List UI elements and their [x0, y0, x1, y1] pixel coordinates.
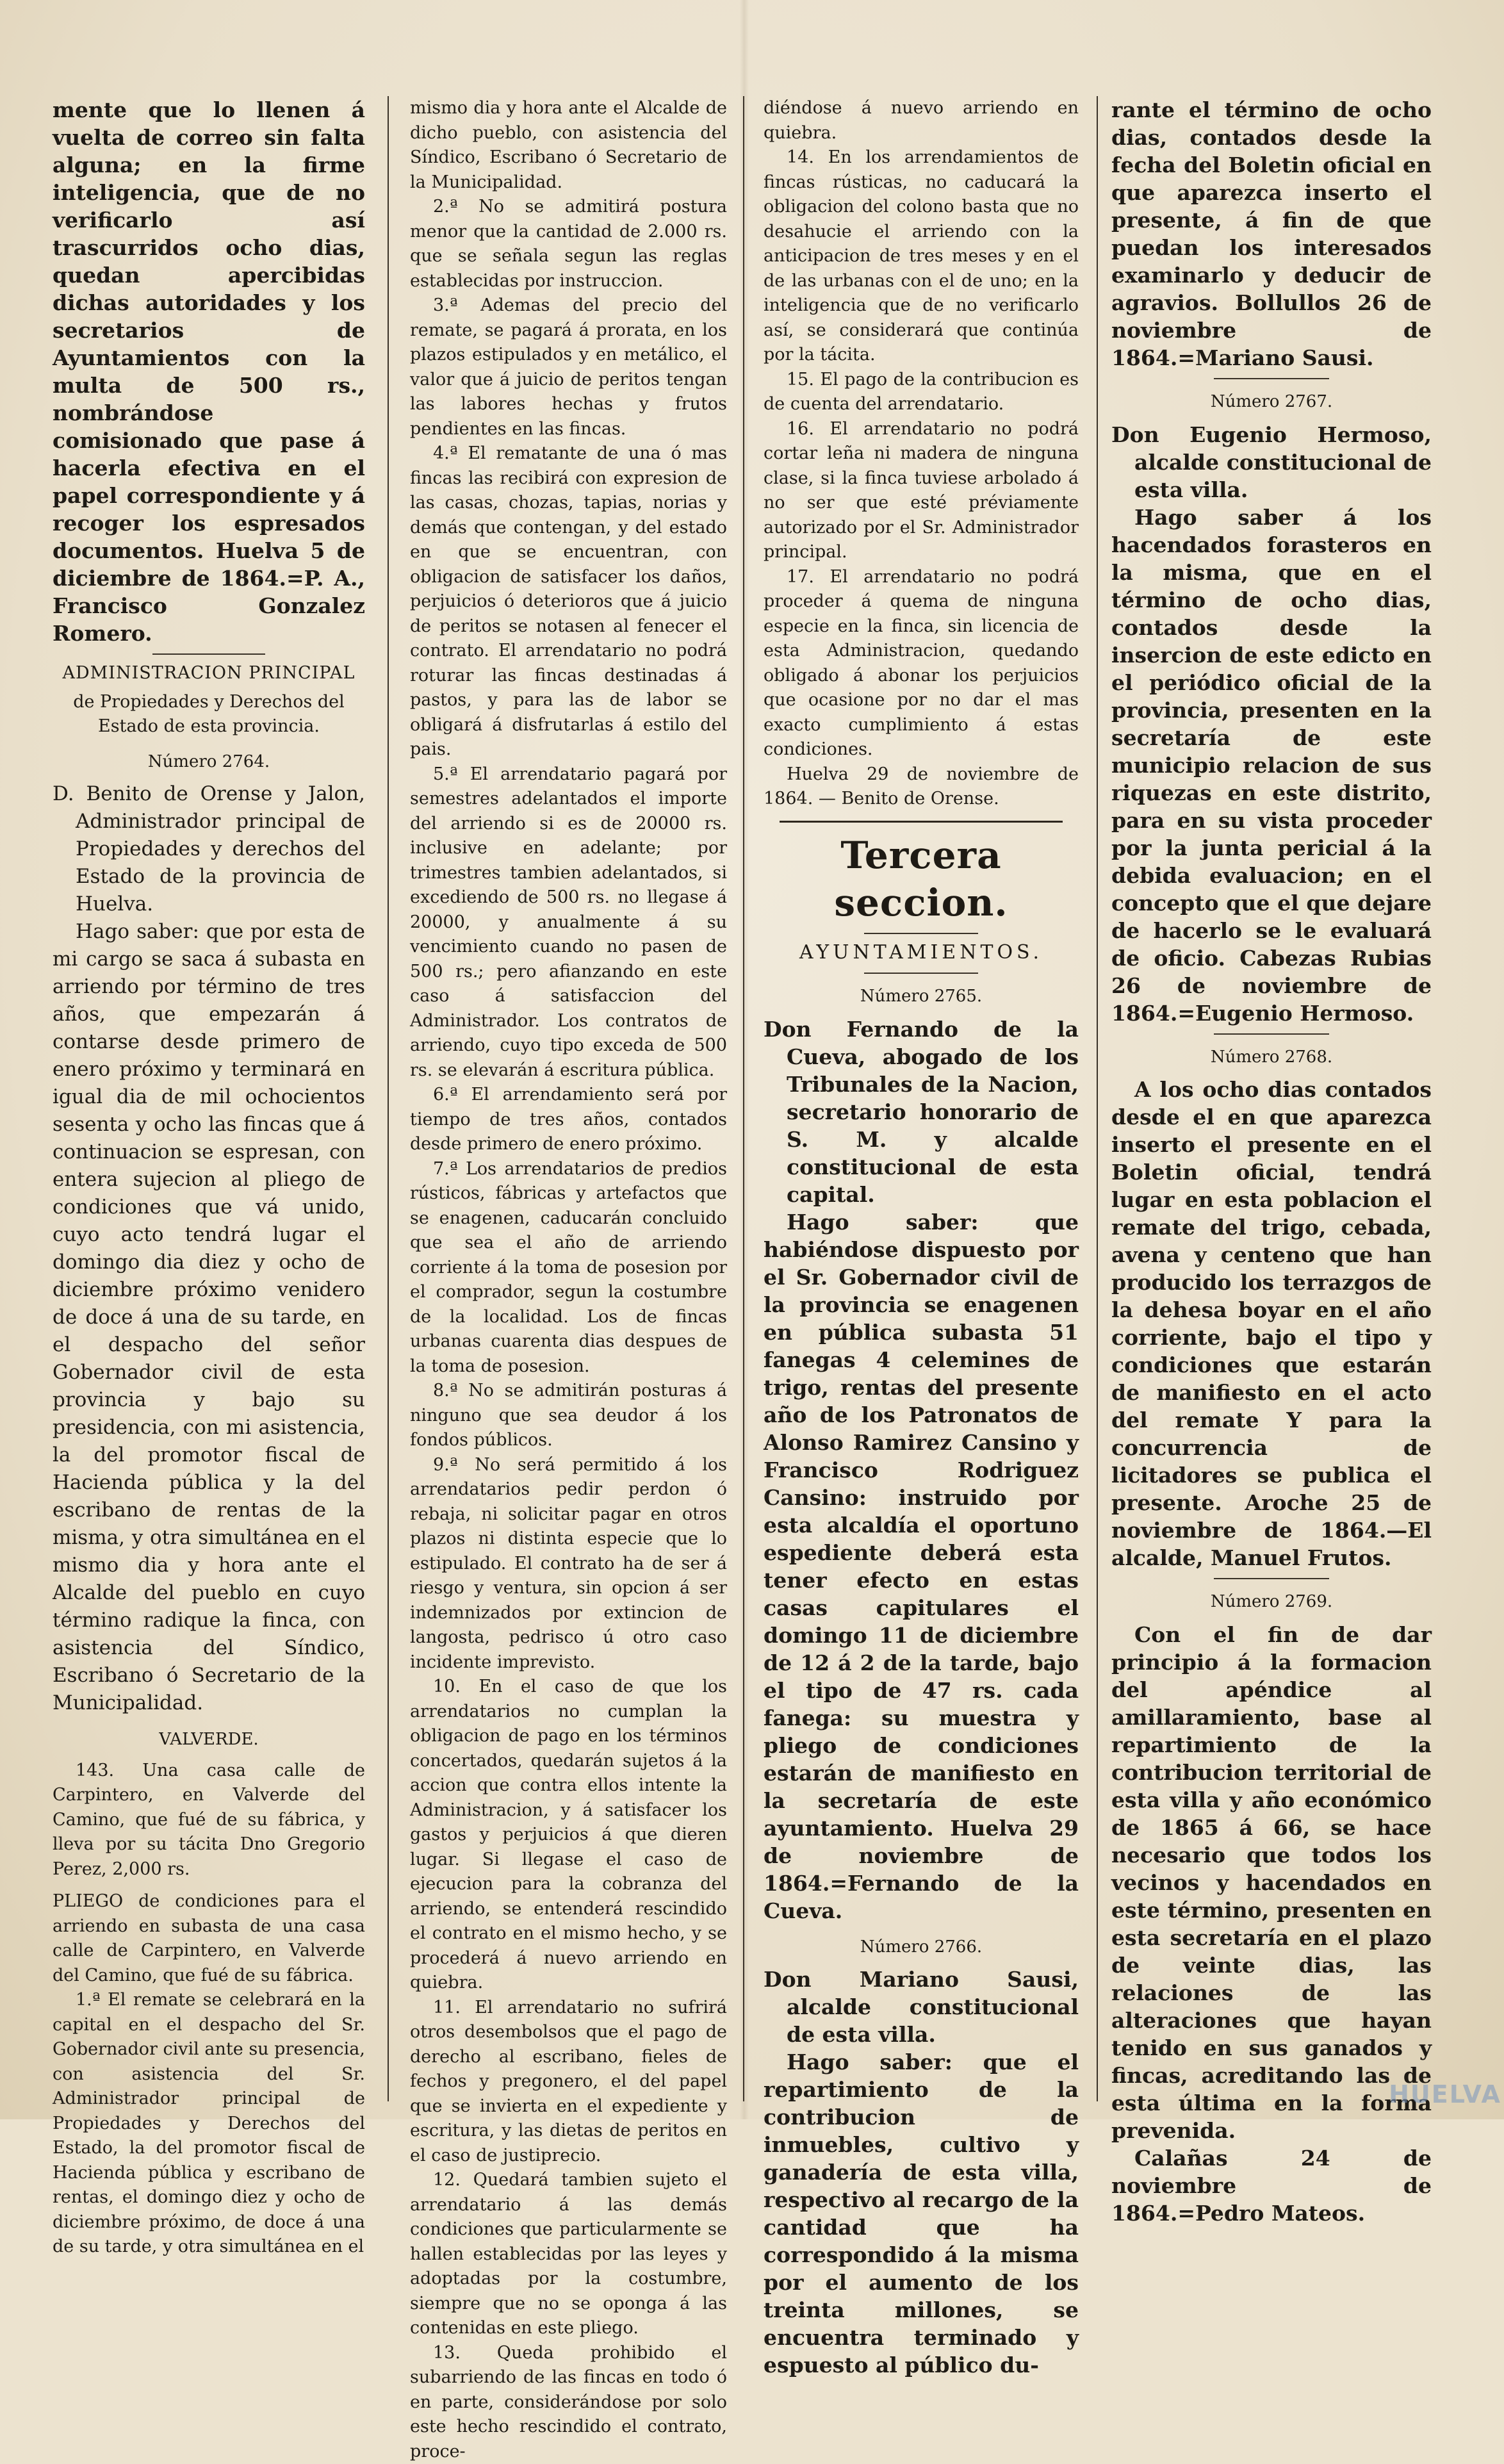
condition-6: 6.ª El arrendamiento será por tiempo de tres años, contados desde primero de enero próximo. [410, 1083, 727, 1157]
condition-13: 13. Queda prohibido el subarriendo de las fincas en todo ó en parte, considerándose por solo este hecho rescindido el contrato, proce- [410, 2341, 727, 2464]
column-rule-2 [743, 96, 744, 2101]
watermark-logo: HUELVA [1394, 2074, 1496, 2114]
page-fold-shadow [740, 0, 749, 2119]
official-title: Don Fernando de la Cueva, abogado de los Tribunales de la Nacion, secretario honorario de S. M. y alcalde constitucional de esta capital. [764, 1015, 1079, 1208]
notice-body: Hago saber: que por esta de mi cargo se saca á subasta en arriendo por término de tres años, que empezarán á contarse desde primero de enero próximo y terminará en igual dia de mil ochocientos sesenta y ocho las fincas que á continuacion se espresan, con entera sujecion al pliego de condiciones que vá unido, cuyo acto tendrá lugar el domingo dia diez y ocho de diciembre próximo venidero de doce á una de su tarde, en el despacho del señor Gobernador civil de esta provincia y bajo su presidencia, con mi asistencia, la del promotor fiscal de Hacienda pública y la del escribano de rentas de la misma, y otra simultánea en el mismo dia y hora ante el Alcalde del pueblo en cuyo término radique la finca, con asistencia del Síndico, Escribano ó Secretario de la Municipalidad. [53, 918, 365, 1717]
signature: Huelva 29 de noviembre de 1864. — Benito de Orense. [764, 762, 1079, 812]
condition-4: 4.ª El rematante de una ó mas fincas las recibirá con expresion de las casas, chozas, tapias, norias y demás que contengan, y del estado en que se encuentran, con obligacion de satisfacer los daños, perjuicios ó deterioros que á juicio de peritos se notasen al fenecer el contrato. El arrendatario no podrá roturar las fincas destinadas á pastos, y para las de labor se obligará á disfrutarlas á estilo del pais. [410, 441, 727, 762]
intro-paragraph: mente que lo llenen á vuelta de correo sin falta alguna; en la firme inteligencia, que de no verificarlo así trascurridos ocho dias, quedan apercibidas dichas autoridades y los secretarios de Ayuntamientos con la multa de 500 rs., nombrándose comisionado que pase á hacerla efectiva en el papel correspondiente y á recoger los espresados documentos. Huelva 5 de diciembre de 1864.=P. A., Francisco Gonzalez Romero. [53, 96, 365, 647]
official-title: Don Eugenio Hermoso, alcalde constitucional de esta villa. [1111, 421, 1432, 504]
condition-12: 12. Quedará tambien sujeto el arrendatario á las demás condiciones que particularmente se hallen establecidas por las leyes y adoptadas por la costumbre, siempre que no se oponga á las contenidas en este pliego. [410, 2168, 727, 2341]
column-1 [53, 96, 365, 2095]
column-rule-3 [1097, 96, 1098, 2101]
condition-9: 9.ª No será permitido á los arrendatarios pedir perdon ó rebaja, ni solicitar pagar en otros plazos ni distinta especie que lo estipulado. El contrato ha de ser á riesgo y ventura, sin opcion á ser indemnizados por extincion de langosta, pedrisco ú otro caso incidente imprevisto. [410, 1453, 727, 1675]
divider [1214, 378, 1329, 379]
signature: Calañas 24 de noviembre de 1864.=Pedro Mateos. [1111, 2144, 1432, 2227]
notice-number: Número 2767. [1111, 390, 1432, 415]
condition-17: 17. El arrendatario no podrá proceder á quema de ninguna especie en la finca, sin licencia de esta Administracion, quedando obligado á abonar los perjuicios que ocasione por no dar el mas exacto cumplimiento á estas condiciones. [764, 565, 1079, 762]
divider [152, 653, 265, 655]
section-subtitle: AYUNTAMIENTOS. [764, 940, 1079, 965]
column-2 [410, 96, 727, 2095]
column-4 [1111, 96, 1432, 2095]
notice-body: Hago saber á los hacendados forasteros en la misma, que en el término de ocho dias, contados desde la insercion de este edicto en el periódico oficial de la provincia, presenten en la secretaría de este municipio relacion de sus riquezas en este distrito, para en su vista proceder por la junta pericial á la debida evaluacion; en el concepto que el que dejare de hacerlo se le evaluará de oficio. Cabezas Rubias 26 de noviembre de 1864.=Eugenio Hermoso. [1111, 504, 1432, 1027]
condition-1-cont: mismo dia y hora ante el Alcalde de dicho pueblo, con asistencia del Síndico, Escribano ó Secretario de la Municipalidad. [410, 96, 727, 195]
official-title: Don Mariano Sausi, alcalde constitucional de esta villa. [764, 1966, 1079, 2048]
admin-subheading: de Propiedades y Derechos del Estado de esta provincia. [53, 690, 365, 739]
column-rule-1 [388, 96, 389, 2101]
official-title: D. Benito de Orense y Jalon, Administrador principal de Propiedades y derechos del Estado de la provincia de Huelva. [53, 780, 365, 918]
divider [1214, 1033, 1329, 1035]
condition-11: 11. El arrendatario no sufrirá otros desembolsos que el pago de derecho al escribano, fieles de fechos y pregonero, el del papel que se invierta en el expediente y escritura, y las dietas de peritos en el caso de justiprecio. [410, 1996, 727, 2169]
condition-15: 15. El pago de la contribucion es de cuenta del arrendatario. [764, 368, 1079, 417]
notice-number: Número 2764. [53, 750, 365, 775]
condition-10: 10. En el caso de que los arrendatarios no cumplan la obligacion de pago en los términos concertados, quedarán sujetos á la accion que contra ellos intente la Administracion, y á satisfacer los gastos y perjuicios á que dieren lugar. Si llegase el caso de ejecucion para la cobranza del arriendo, se entenderá rescindido el contrato en el mismo hecho, y se procederá á nuevo arriendo en quiebra. [410, 1675, 727, 1996]
condition-16: 16. El arrendatario no podrá cortar leña ni madera de ninguna clase, si la finca tuviese arbolado á no ser que esté préviamente autorizado por el Sr. Administrador principal. [764, 417, 1079, 565]
notice-number: Número 2766. [764, 1935, 1079, 1960]
divider [1214, 1578, 1329, 1579]
condition-2: 2.ª No se admitirá postura menor que la cantidad de 2.000 rs. que se señala segun las reglas establecidas por instruccion. [410, 195, 727, 293]
condition-5: 5.ª El arrendatario pagará por semestres adelantados el importe del arriendo si es de 20000 rs. inclusive en adelante; por trimestres tambien adelantados, si excediendo de 500 rs. no llegase á 20000, y anualmente á su vencimiento cuando no pasen de 500 rs.; pero afianzando en este caso á satisfaccion del Administrador. Los contratos de arriendo, cuyo tipo exceda de 500 rs. se elevarán á escritura pública. [410, 762, 727, 1083]
section-divider [780, 821, 1063, 823]
notice-number: Número 2765. [764, 984, 1079, 1009]
notice-body: Con el fin de dar principio á la formacion del apéndice al amillaramiento, base al repartimiento de la contribucion territorial de esta villa y año económico de 1865 á 66, se hace necesario que todos los vecinos y hacendados en este término, presenten en esta secretaría en el plazo de veinte dias, las relaciones de las alteraciones que hayan tenido en sus ganados y fincas, acreditando las de esta última en la forma prevenida. [1111, 1621, 1432, 2144]
condition-3: 3.ª Ademas del precio del remate, se pagará á prorata, en los plazos estipulados y en metálico, el valor que á juicio de peritos tengan las labores hechas y frutos pendientes en las fincas. [410, 293, 727, 441]
notice-number: Número 2769. [1111, 1589, 1432, 1614]
condition-13-cont: diéndose á nuevo arriendo en quiebra. [764, 96, 1079, 145]
admin-heading: ADMINISTRACION PRINCIPAL [53, 661, 365, 686]
divider [864, 933, 977, 934]
divider [864, 973, 977, 974]
section-title: Tercera seccion. [764, 832, 1079, 926]
condition-1: 1.ª El remate se celebrará en la capital en el despacho del Sr. Gobernador civil ante su presencia, con asistencia del Sr. Administrador principal de Propiedades y Derechos del Estado, la del promotor fiscal de Hacienda pública y escribano de rentas, el domingo diez y ocho de diciembre próximo, de doce á una de su tarde, y otra simultánea en el [53, 1988, 365, 2260]
column-3 [764, 96, 1079, 2095]
condition-8: 8.ª No se admitirán posturas á ninguno que sea deudor á los fondos públicos. [410, 1379, 727, 1453]
pliego-heading: PLIEGO de condiciones para el arriendo en subasta de una casa calle de Carpintero, en Valverde del Camino, que fué de su fábrica. [53, 1889, 365, 1988]
notice-body: Hago saber: que el repartimiento de la contribucion de inmuebles, cultivo y ganadería de esta villa, respectivo al recargo de la cantidad que ha correspondido á la misma por el aumento de los treinta millones, se encuentra terminado y espuesto al público du- [764, 2048, 1079, 2379]
condition-14: 14. En los arrendamientos de fincas rústicas, no caducará la obligacion del colono basta que no desahucie el arriendo con la anticipacion de tres meses y en el de las urbanas con el de uno; en la inteligencia que de no verificarlo así, se considerará que continúa por la tácita. [764, 145, 1079, 368]
property-item: 143. Una casa calle de Carpintero, en Valverde del Camino, que fué de su fábrica, y lleva por su tácita Dno Gregorio Perez, 2,000 rs. [53, 1759, 365, 1882]
notice-body-cont: rante el término de ocho dias, contados desde la fecha del Boletin oficial en que aparezca inserto el presente, á fin de que puedan los interesados examinarlo y deducir de agravios. Bollullos 26 de noviembre de 1864.=Mariano Sausi. [1111, 96, 1432, 372]
notice-body: Hago saber: que habiéndose dispuesto por el Sr. Gobernador civil de la provincia se enagenen en pública subasta 51 fanegas 4 celemines de trigo, rentas del presente año de los Patronatos de Alonso Ramirez Cansino y Francisco Rodriguez Cansino: instruido por esta alcaldía el oportuno espediente deberá esta tener efecto en estas casas capitulares el domingo 11 de diciembre de 12 á 2 de la tarde, bajo el tipo de 47 rs. cada fanega: su muestra y pliego de condiciones estarán de manifiesto en la secretaría de este ayuntamiento. Huelva 29 de noviembre de 1864.=Fernando de la Cueva. [764, 1208, 1079, 1925]
town-heading: VALVERDE. [53, 1727, 365, 1752]
condition-7: 7.ª Los arrendatarios de predios rústicos, fábricas y artefactos que se enagenen, caducarán concluido que sea el año de arriendo corriente á la toma de posesion por el comprador, segun la costumbre de la localidad. Los de fincas urbanas cuarenta dias despues de la toma de posesion. [410, 1157, 727, 1379]
notice-body: A los ocho dias contados desde el en que aparezca inserto el presente en el Boletin oficial, tendrá lugar en esta poblacion el remate del trigo, cebada, avena y centeno que han producido los terrazgos de la dehesa boyar en el año corriente, bajo el tipo y condiciones que estarán de manifiesto en el acto del remate Y para la concurrencia de licitadores se publica el presente. Aroche 25 de noviembre de 1864.—El alcalde, Manuel Frutos. [1111, 1076, 1432, 1572]
notice-number: Número 2768. [1111, 1045, 1432, 1070]
